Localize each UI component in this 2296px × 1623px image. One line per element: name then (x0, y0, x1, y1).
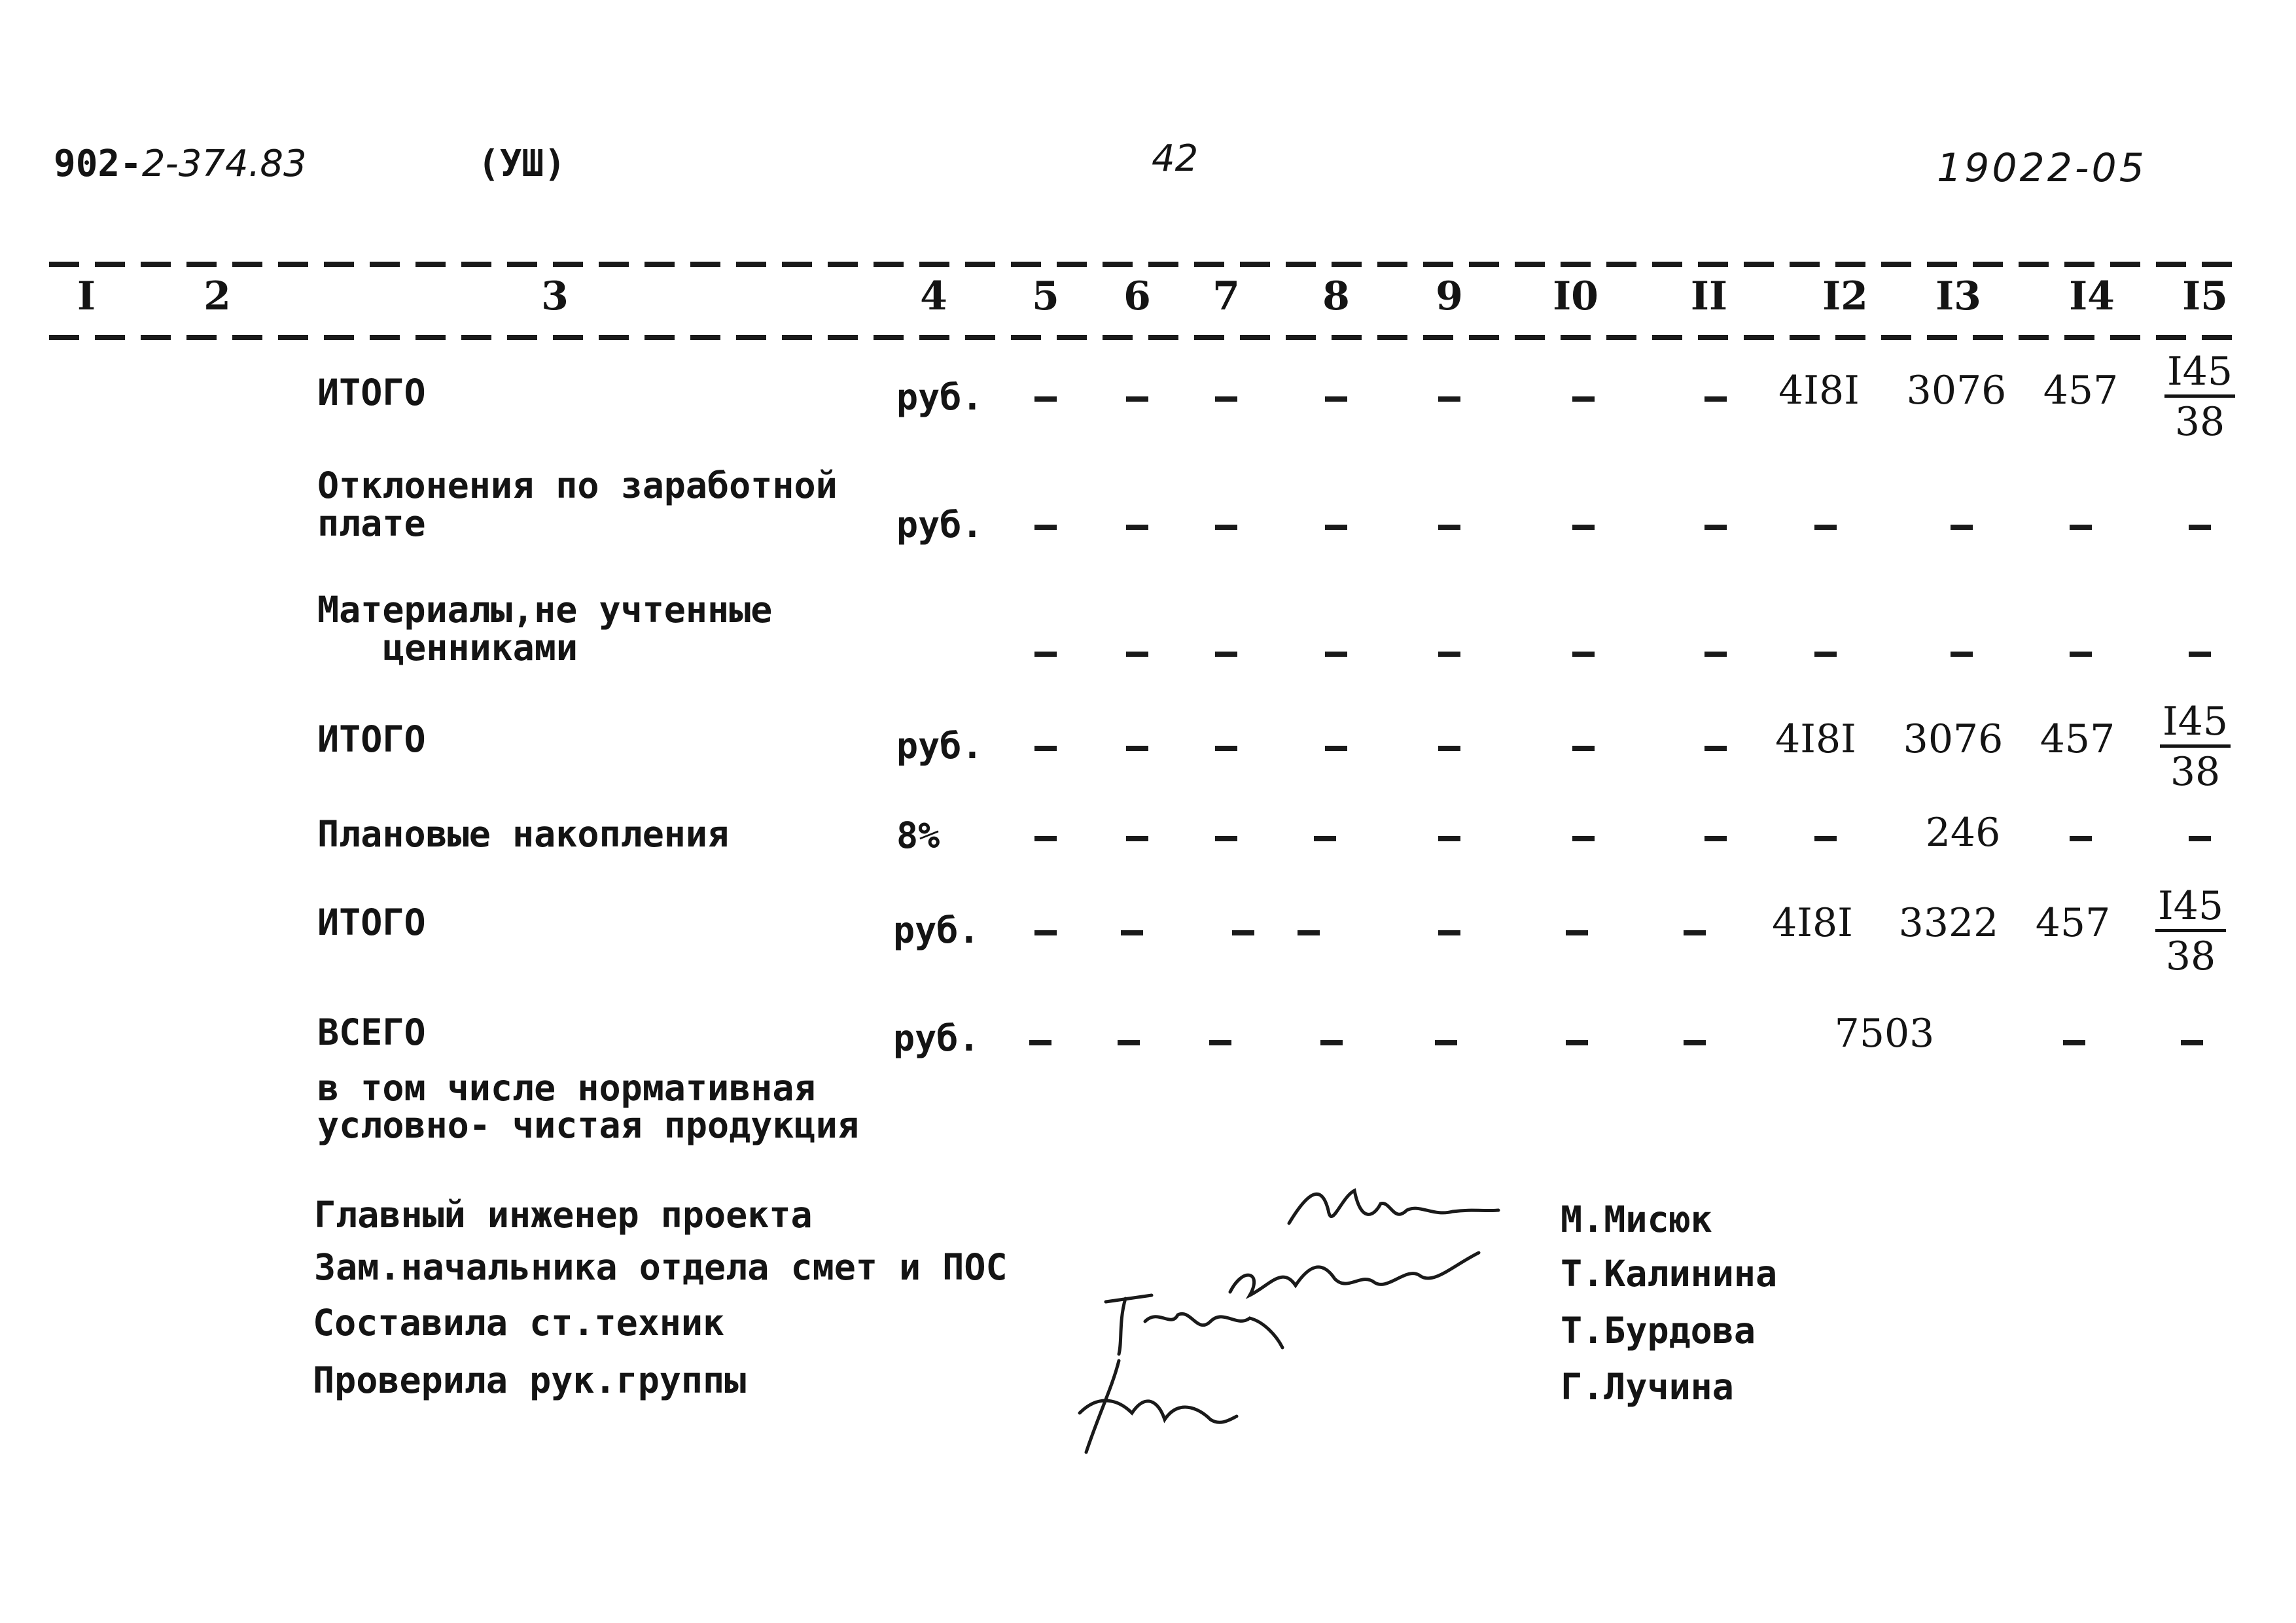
empty-cell-dash (1209, 1040, 1231, 1045)
empty-cell-dash (1566, 930, 1588, 935)
empty-cell-dash (1215, 396, 1237, 402)
empty-cell-dash (1126, 396, 1148, 402)
cell-col-12: 4I8I (1775, 716, 1856, 762)
column-header-5: 5 (1032, 273, 1059, 319)
empty-cell-dash (1034, 836, 1057, 841)
empty-cell-dash (1034, 396, 1057, 402)
cell-col-14: 457 (2043, 368, 2119, 413)
handwritten-signature-1 (1282, 1171, 1505, 1243)
document-code (54, 143, 307, 185)
empty-cell-dash (1814, 525, 1837, 530)
empty-cell-dash (1951, 525, 1973, 530)
empty-cell-dash (1704, 396, 1727, 402)
cell-col-12: 4I8I (1772, 900, 1853, 946)
row-label: ИТОГО (317, 718, 426, 760)
column-header-15: I5 (2182, 273, 2228, 319)
column-header-13: I3 (1935, 273, 1981, 319)
empty-cell-dash (1435, 1040, 1457, 1045)
signer-role: Зам.начальника отдела смет и ПОС (314, 1246, 1008, 1288)
empty-cell-dash (1034, 652, 1057, 657)
empty-cell-dash (1314, 836, 1336, 841)
empty-cell-dash (1704, 525, 1727, 530)
cell-col-12: 4I8I (1778, 368, 1860, 413)
empty-cell-dash (1325, 652, 1347, 657)
cell-col-15-fraction (2164, 350, 2235, 444)
row-label-line-2: плате (317, 502, 426, 544)
empty-cell-dash (1572, 836, 1595, 841)
signer-name: М.Мисюк (1561, 1198, 1712, 1240)
column-header-1: I (77, 273, 96, 319)
row-label: Плановые накопления (317, 813, 730, 855)
fraction-denominator: 38 (2165, 934, 2216, 979)
empty-cell-dash (1034, 930, 1057, 935)
empty-cell-dash (1814, 652, 1837, 657)
cell-col-13: 3322 (1898, 900, 1999, 946)
cell-col-13: 3076 (1903, 716, 2004, 762)
empty-cell-dash (2189, 525, 2211, 530)
cell-col-15-fraction (2160, 700, 2231, 794)
column-header-6: 6 (1123, 273, 1151, 319)
empty-cell-dash (1572, 652, 1595, 657)
cell-col-14: 457 (2040, 716, 2115, 762)
empty-cell-dash (1572, 746, 1595, 751)
column-header-3: 3 (541, 273, 569, 319)
signer-name: Г.Лучина (1561, 1366, 1734, 1408)
row-label-line-1: в том числе нормативная (317, 1067, 816, 1109)
empty-cell-dash (1215, 836, 1237, 841)
fraction-numerator: I45 (2164, 350, 2235, 398)
row-label: ВСЕГО (317, 1011, 426, 1053)
row-unit: 8% (896, 814, 940, 856)
column-header-7: 7 (1212, 273, 1240, 319)
fraction-denominator: 38 (2174, 399, 2225, 445)
empty-cell-dash (1126, 836, 1148, 841)
empty-cell-dash (2070, 652, 2092, 657)
cell-col-12-13-merged: 7503 (1834, 1011, 1935, 1056)
row-unit: руб. (896, 725, 983, 767)
empty-cell-dash (1126, 652, 1148, 657)
fraction-numerator: I45 (2160, 700, 2231, 748)
empty-cell-dash (2070, 836, 2092, 841)
empty-cell-dash (1951, 652, 1973, 657)
column-header-8: 8 (1322, 273, 1350, 319)
empty-cell-dash (1438, 836, 1460, 841)
signer-role: Главный инженер проекта (314, 1194, 813, 1236)
empty-cell-dash (1121, 930, 1143, 935)
row-unit: руб. (896, 504, 983, 546)
empty-cell-dash (1684, 1040, 1706, 1045)
column-header-2: 2 (203, 273, 231, 319)
table-top-rule (49, 262, 2241, 267)
empty-cell-dash (1438, 525, 1460, 530)
empty-cell-dash (1320, 1040, 1343, 1045)
document-code-printed: 902- (54, 143, 142, 185)
fraction-numerator: I45 (2155, 884, 2226, 932)
row-label-line-2: условно- чистая продукция (317, 1104, 859, 1146)
empty-cell-dash (1566, 1040, 1588, 1045)
empty-cell-dash (1126, 525, 1148, 530)
empty-cell-dash (2070, 525, 2092, 530)
column-header-4: 4 (920, 273, 947, 319)
row-unit: руб. (896, 376, 983, 418)
signer-role: Проверила рук.группы (313, 1359, 747, 1401)
empty-cell-dash (1118, 1040, 1140, 1045)
empty-cell-dash (2181, 1040, 2203, 1045)
empty-cell-dash (1215, 525, 1237, 530)
signer-name: Т.Бурдова (1561, 1310, 1756, 1352)
row-label: ИТОГО (317, 901, 426, 943)
column-header-14: I4 (2069, 273, 2115, 319)
empty-cell-dash (1034, 746, 1057, 751)
document-code-handwritten: 2-374.83 (141, 143, 307, 185)
empty-cell-dash (1325, 525, 1347, 530)
empty-cell-dash (1572, 396, 1595, 402)
cell-col-13: 246 (1925, 810, 2001, 856)
empty-cell-dash (1438, 746, 1460, 751)
empty-cell-dash (1298, 930, 1320, 935)
empty-cell-dash (1215, 652, 1237, 657)
empty-cell-dash (1232, 930, 1254, 935)
row-unit: руб. (893, 1017, 980, 1059)
empty-cell-dash (1438, 930, 1460, 935)
row-label-line-2: ценниками (383, 627, 578, 669)
fraction-denominator: 38 (2170, 749, 2221, 795)
empty-cell-dash (1325, 396, 1347, 402)
row-label-line-1: Материалы,не учтенные (317, 589, 773, 631)
empty-cell-dash (1034, 525, 1057, 530)
column-header-10: I0 (1553, 273, 1598, 319)
handwritten-signature-4 (1073, 1354, 1243, 1459)
empty-cell-dash (2063, 1040, 2085, 1045)
empty-cell-dash (2189, 652, 2211, 657)
column-header-9: 9 (1436, 273, 1463, 319)
row-unit: руб. (893, 909, 980, 951)
column-header-12: I2 (1822, 273, 1868, 319)
empty-cell-dash (1438, 396, 1460, 402)
empty-cell-dash (1814, 836, 1837, 841)
cell-col-15-fraction (2155, 884, 2226, 978)
empty-cell-dash (2189, 836, 2211, 841)
section-number: (УШ) (478, 143, 566, 185)
page-number: 42 (1152, 137, 1199, 180)
empty-cell-dash (1704, 746, 1727, 751)
table-header-rule (49, 335, 2241, 340)
empty-cell-dash (1704, 836, 1727, 841)
row-label: ИТОГО (317, 372, 426, 413)
empty-cell-dash (1572, 525, 1595, 530)
empty-cell-dash (1029, 1040, 1051, 1045)
empty-cell-dash (1126, 746, 1148, 751)
row-label-line-1: Отклонения по заработной (317, 464, 838, 506)
empty-cell-dash (1684, 930, 1706, 935)
cell-col-14: 457 (2035, 900, 2111, 946)
empty-cell-dash (1704, 652, 1727, 657)
signer-name: Т.Калинина (1561, 1253, 1778, 1295)
empty-cell-dash (1325, 746, 1347, 751)
signer-role: Составила ст.техник (313, 1302, 725, 1344)
sheet-code: 19022-05 (1937, 145, 2147, 191)
cell-col-13: 3076 (1906, 368, 2007, 413)
column-header-11: II (1690, 273, 1728, 319)
empty-cell-dash (1215, 746, 1237, 751)
empty-cell-dash (1438, 652, 1460, 657)
